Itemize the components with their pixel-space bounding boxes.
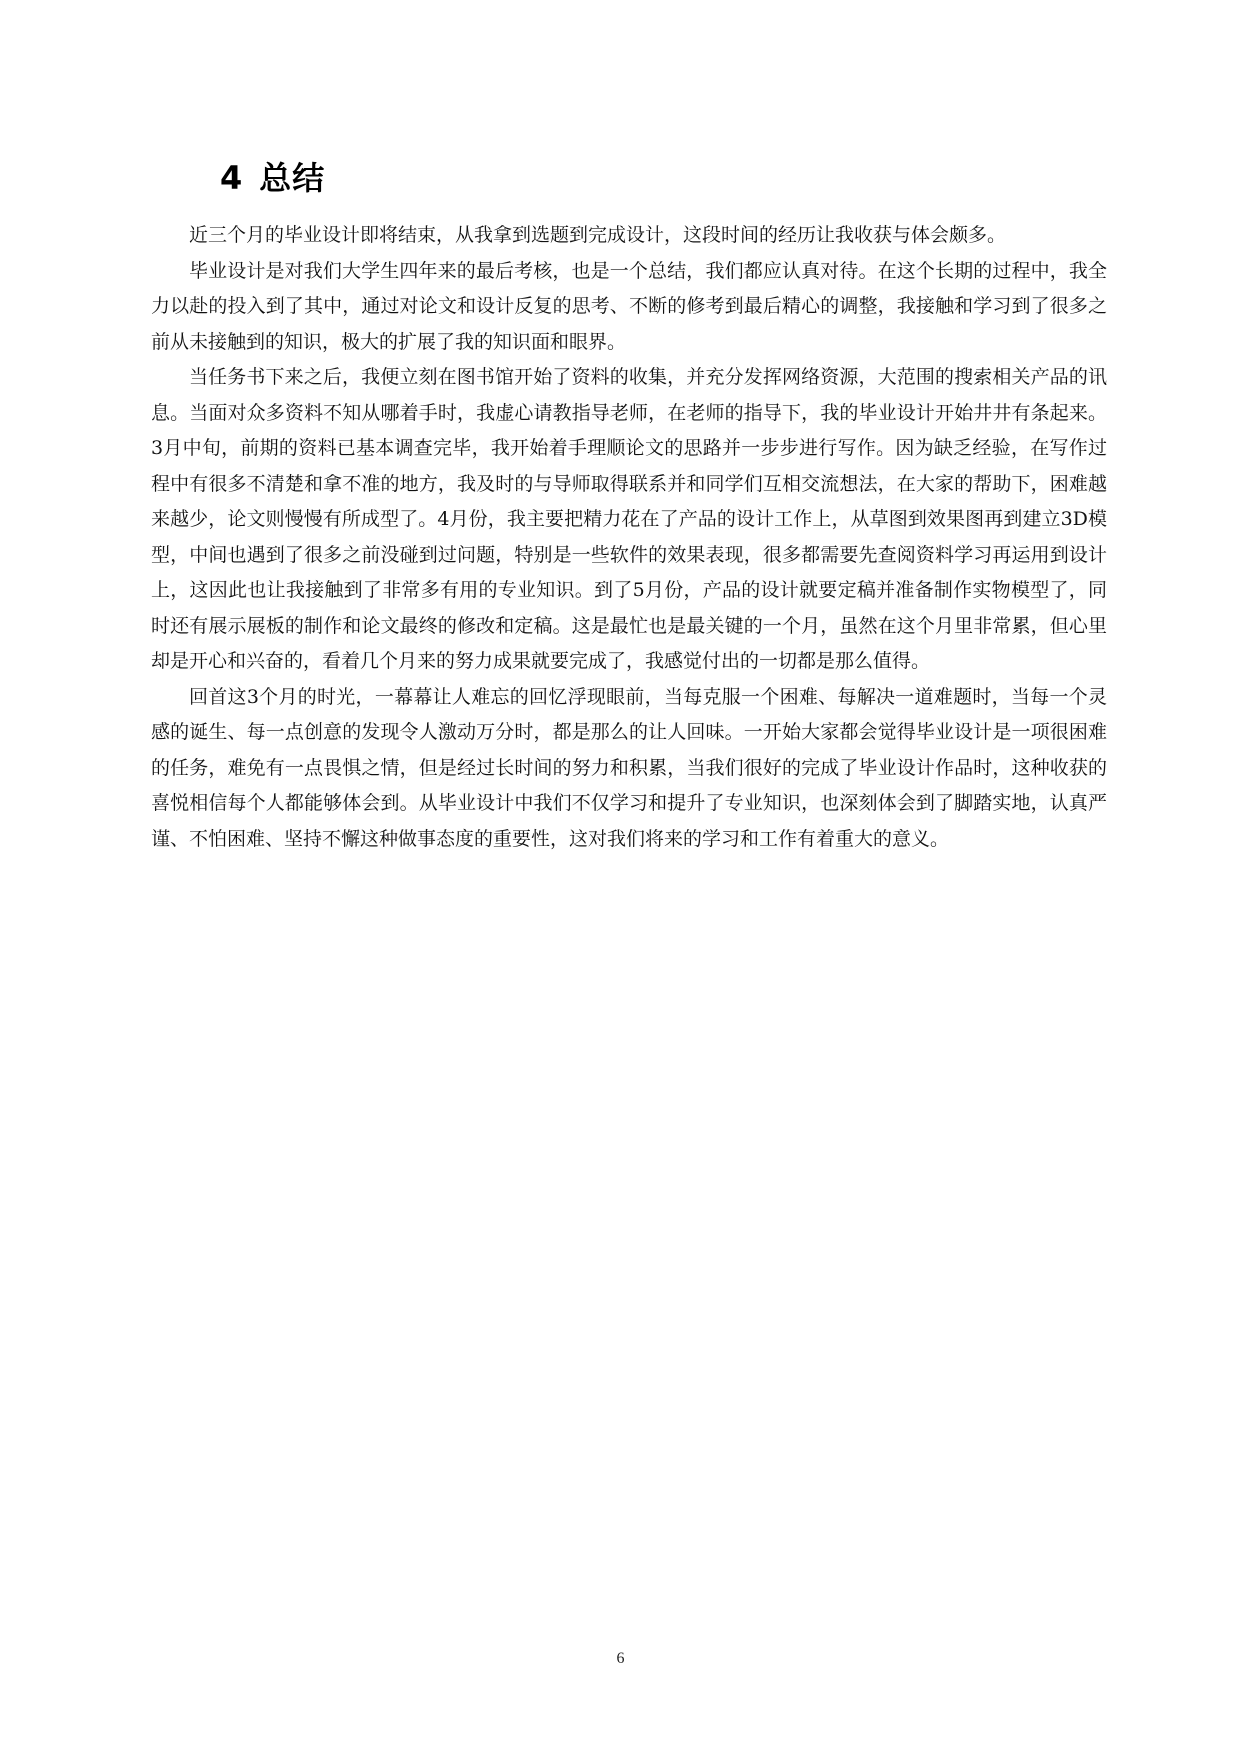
paragraph-2: 毕业设计是对我们大学生四年来的最后考核，也是一个总结，我们都应认真对待。在这个长期的过程中，我全力以赴的投入到了其中，通过对论文和设计反复的思考、不断的修考到最后精心的调整，我接触和学习到了很多之前从未接触到的知识，极大的扩展了我的知识面和眼界。 — [151, 259, 1107, 353]
section-heading — [220, 158, 325, 198]
body-text — [151, 218, 1107, 857]
paragraph-1: 近三个月的毕业设计即将结束，从我拿到选题到完成设计，这段时间的经历让我收获与体会颇多。 — [189, 224, 1007, 246]
page-number: 6 — [616, 1650, 625, 1667]
section-number: 4 — [220, 159, 244, 197]
paragraph-4: 回首这3个月的时光，一幕幕让人难忘的回忆浮现眼前，当每克服一个困难、每解决一道难题时，当每一个灵感的诞生、每一点创意的发现令人激动万分时，都是那么的让人回味。一开始大家都会觉得毕业设计是一项很困难的任务，难免有一点畏惧之情，但是经过长时间的努力和积累，当我们很好的完成了毕业设计作品时，这种收获的喜悦相信每个人都能够体会到。从毕业设计中我们不仅学习和提升了专业知识，也深刻体会到了脚踏实地，认真严谨、不怕困难、坚持不懈这种做事态度的重要性，这对我们将来的学习和工作有着重大的意义。 — [151, 685, 1107, 850]
section-title: 总结 — [259, 159, 326, 197]
paragraph-3: 当任务书下来之后，我便立刻在图书馆开始了资料的收集，并充分发挥网络资源，大范围的搜索相关产品的讯息。当面对众多资料不知从哪着手时，我虚心请教指导老师，在老师的指导下，我的毕业设计开始井井有条起来。3月中旬，前期的资料已基本调查完毕，我开始着手理顺论文的思路并一步步进行写作。因为缺乏经验，在写作过程中有很多不清楚和拿不准的地方，我及时的与导师取得联系并和同学们互相交流想法，在大家的帮助下，困难越来越少，论文则慢慢有所成型了。4月份，我主要把精力花在了产品的设计工作上，从草图到效果图再到建立3D模型，中间也遇到了很多之前没碰到过问题，特别是一些软件的效果表现，很多都需要先查阅资料学习再运用到设计上，这因此也让我接触到了非常多有用的专业知识。到了5月份，产品的设计就要定稿并准备制作实物模型了，同时还有展示展板的制作和论文最终的修改和定稿。这是最忙也是最关键的一个月，虽然在这个月里非常累，但心里却是开心和兴奋的，看着几个月来的努力成果就要完成了，我感觉付出的一切都是那么值得。 — [151, 366, 1107, 672]
